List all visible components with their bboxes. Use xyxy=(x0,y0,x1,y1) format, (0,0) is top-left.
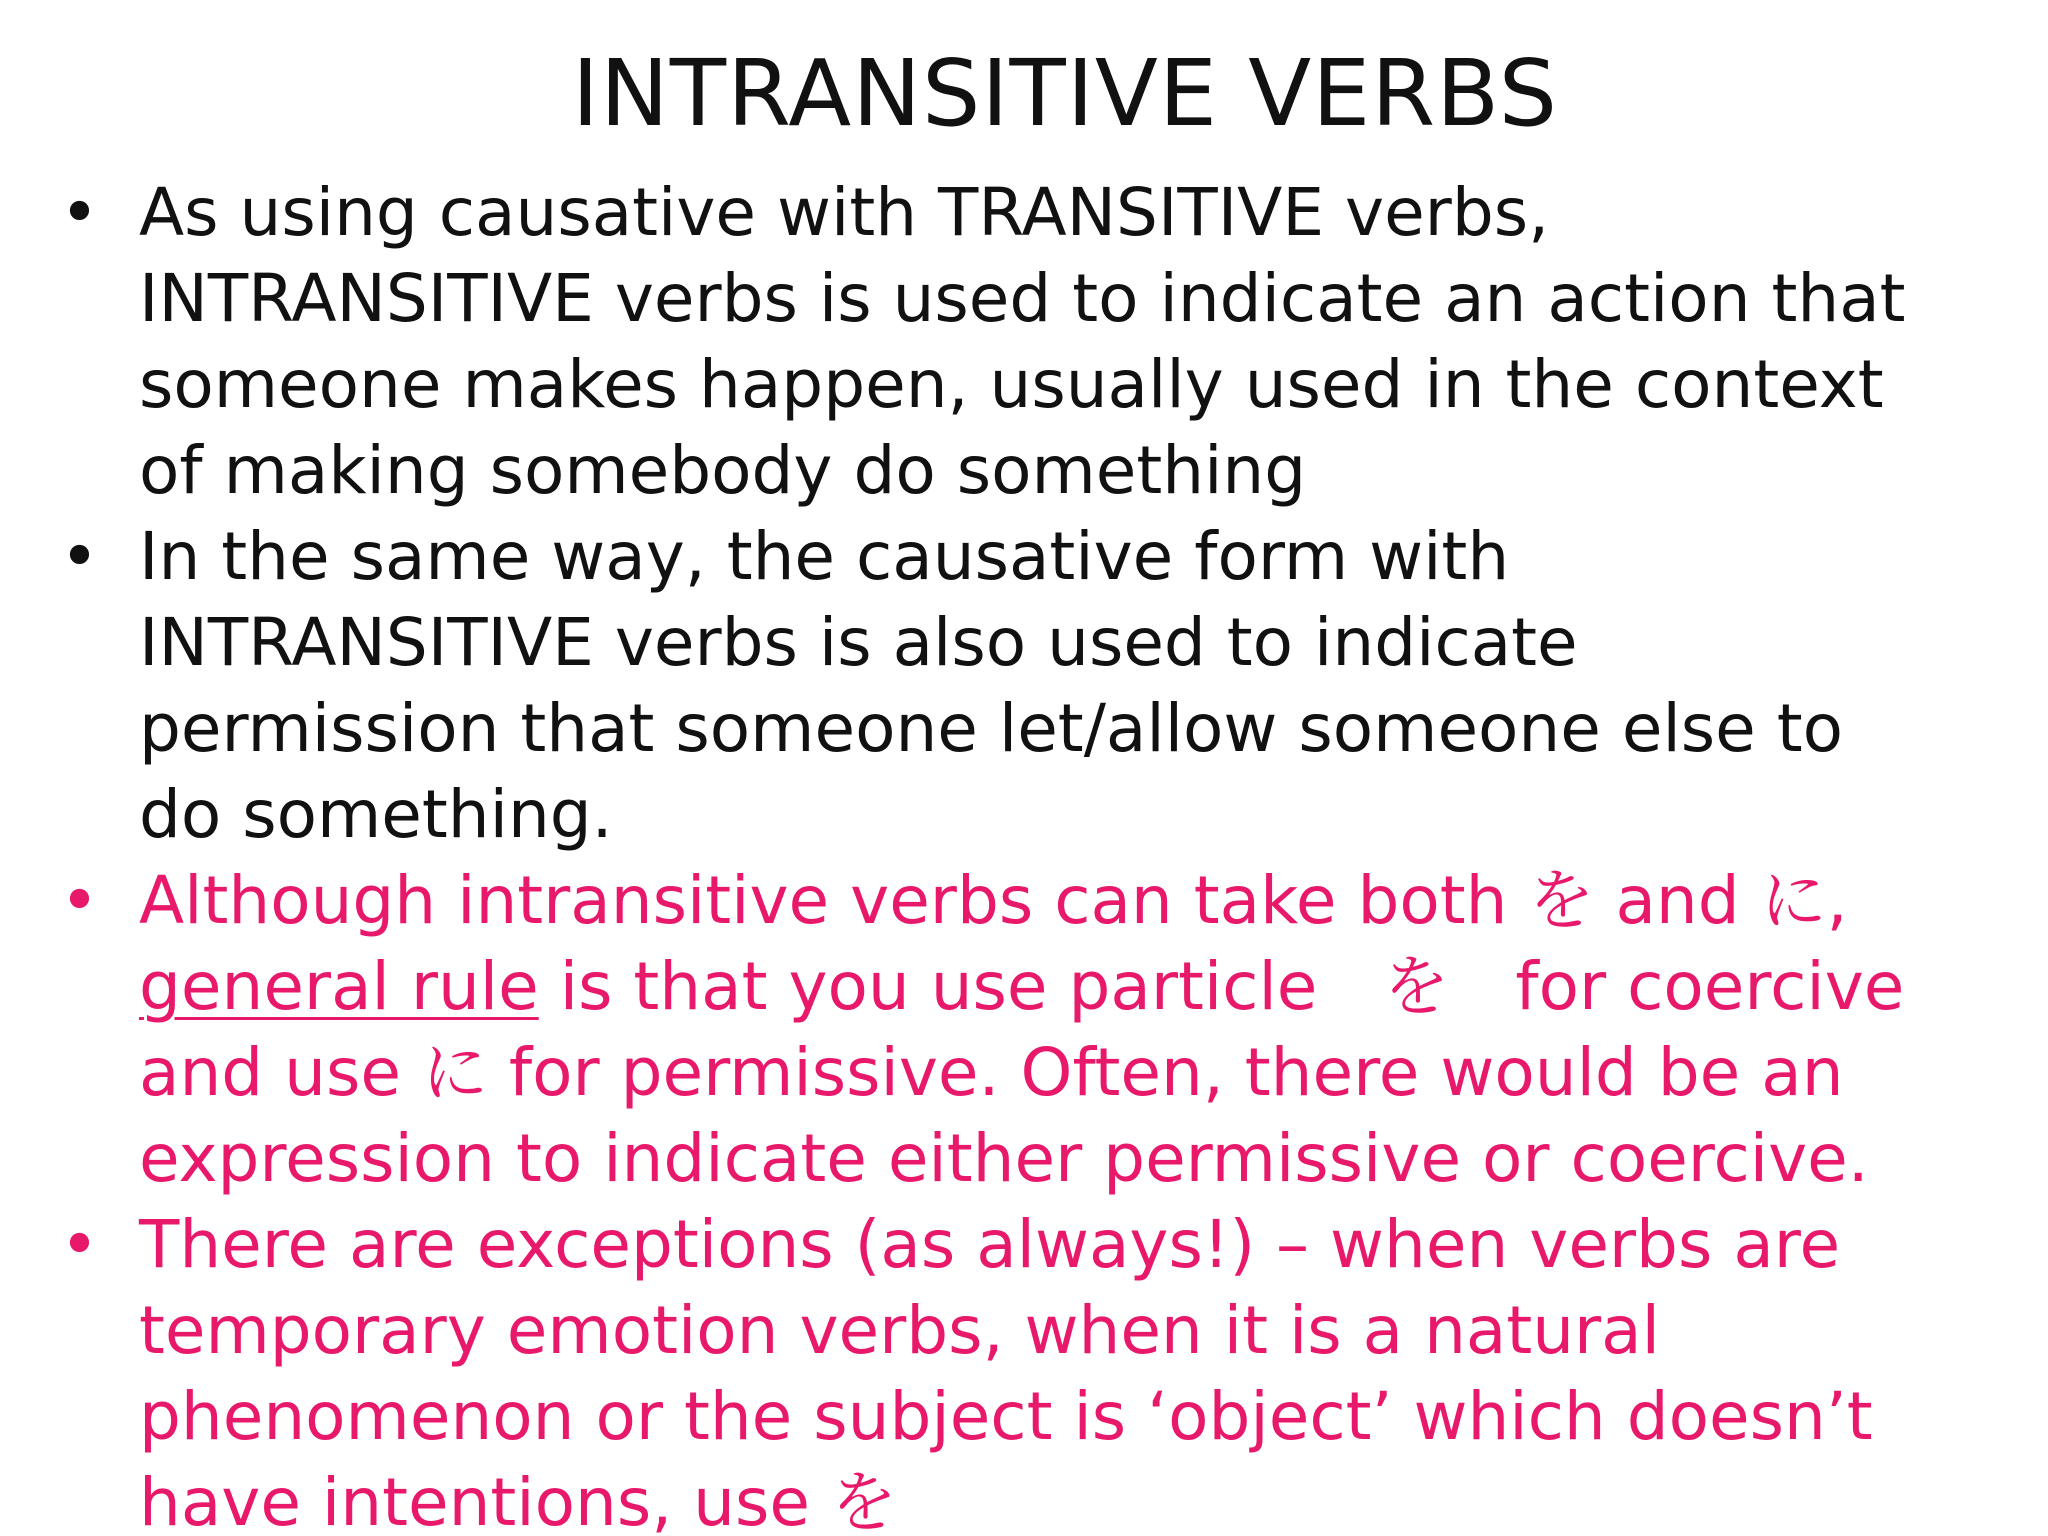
bullet-text-line: and use に for permissive. Often, there would be an xyxy=(139,1034,1844,1111)
bullet-text-line: Although intransitive verbs can take both を and に, xyxy=(139,862,1848,939)
bullet-dot: • xyxy=(60,518,99,595)
bullet-item-exceptions xyxy=(0,1202,2048,1536)
underlined-term: general rule xyxy=(139,948,539,1025)
bullet-text-line: INTRANSITIVE verbs is also used to indicate xyxy=(139,604,1578,681)
bullet-text-fragment: is that you use particle を for coercive xyxy=(538,948,1905,1025)
bullet-text-line: permission that someone let/allow someone else to xyxy=(139,690,1844,767)
bullet-text-line: have intentions, use を xyxy=(139,1464,897,1536)
bullet-text-line: expression to indicate either permissive or coercive. xyxy=(139,1120,1869,1197)
bullet-text-line: phenomenon or the subject is ‘object’ which doesn’t xyxy=(139,1378,1873,1455)
bullet-dot: • xyxy=(60,862,99,939)
bullet-text-line: In the same way, the causative form with xyxy=(139,518,1510,595)
bullet-dot: • xyxy=(60,1206,99,1283)
bullet-text-line: of making somebody do something xyxy=(139,432,1307,509)
bullet-text-line: As using causative with TRANSITIVE verbs, xyxy=(139,174,1550,251)
bullet-text-line: someone makes happen, usually used in the context xyxy=(139,346,1884,423)
bullet-text-line: temporary emotion verbs, when it is a natural xyxy=(139,1292,1660,1369)
bullet-item-particle-rule xyxy=(0,858,2048,1202)
bullet-item-permission xyxy=(0,514,2048,858)
bullet-text-line: INTRANSITIVE verbs is used to indicate an action that xyxy=(139,260,1906,337)
slide-title: INTRANSITIVE VERBS xyxy=(571,40,1559,147)
bullet-item-transitive-comparison xyxy=(0,170,2048,514)
bullet-dot: • xyxy=(60,174,99,251)
bullet-text-line: do something. xyxy=(139,776,613,853)
bullet-text-line xyxy=(139,944,2028,1030)
bullet-list xyxy=(0,170,2048,1536)
bullet-text-line: There are exceptions (as always!) – when verbs are xyxy=(139,1206,1841,1283)
